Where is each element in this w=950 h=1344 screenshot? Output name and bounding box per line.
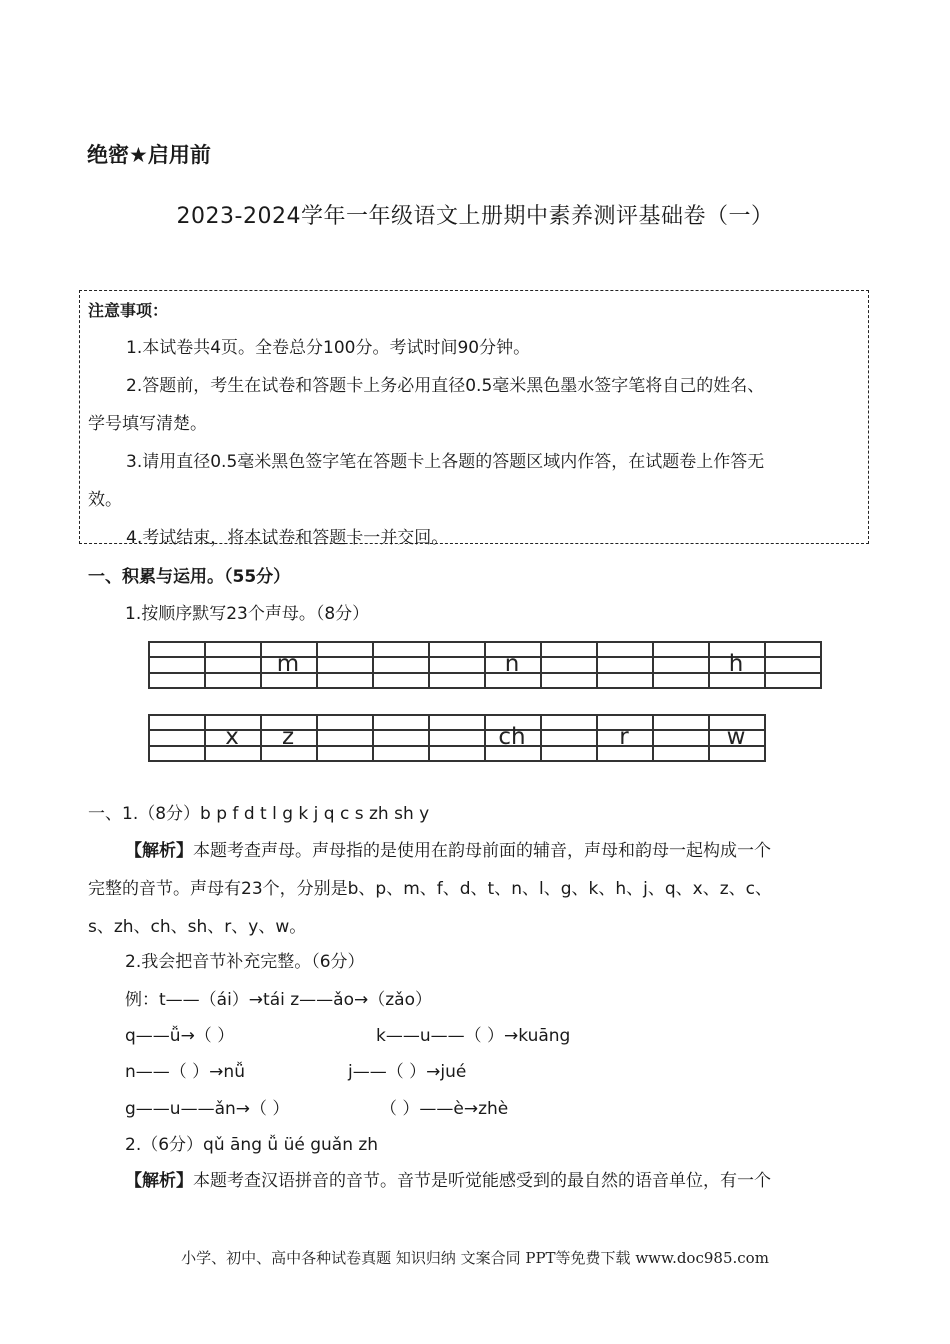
notice-line: 学号填写清楚。	[88, 414, 207, 434]
grid-cell: w	[726, 723, 746, 750]
grid-cell	[148, 714, 204, 759]
notice-line: 3.请用直径0.5毫米黑色签字笔在答题卡上各题的答题区域内作答，在试题卷上作答无	[126, 452, 765, 472]
grid-cell	[148, 641, 204, 686]
grid-cell: r	[619, 723, 629, 750]
grid-cell	[764, 641, 820, 686]
analysis-label: 【解析】	[125, 841, 193, 861]
question-1-analysis	[125, 836, 771, 861]
analysis-text: 本题考查汉语拼音的音节。音节是听觉能感受到的最自然的语音单位，有一个	[193, 1171, 771, 1191]
grid-cell	[316, 714, 372, 759]
footer-text: 小学、初中、高中各种试卷真题 知识归纳 文案合同 PPT等免费下载 www.doc985.com	[181, 1249, 769, 1267]
grid-cell	[596, 641, 652, 686]
grid-cell	[652, 714, 708, 759]
initials-grid-row-1	[148, 641, 822, 689]
page-title: 2023-2024学年一年级语文上册期中素养测评基础卷（一）	[176, 204, 774, 229]
question-1-prompt: 1.按顺序默写23个声母。（8分）	[125, 604, 370, 624]
initials-grid-row-2	[148, 714, 766, 762]
grid-cell	[540, 641, 596, 686]
secret-label: 绝密★启用前	[87, 143, 211, 167]
analysis-line: s、zh、ch、sh、r、y、w。	[88, 917, 307, 937]
q2-item: j——（ ）→jué	[348, 1062, 467, 1082]
notice-line: 4.考试结束，将本试卷和答题卡一并交回。	[126, 528, 449, 548]
grid-cell	[372, 641, 428, 686]
analysis-text: 本题考查声母。声母指的是使用在韵母前面的辅音，声母和韵母一起构成一个	[193, 841, 771, 861]
notice-line: 2.答题前，考生在试卷和答题卡上务必用直径0.5毫米黑色墨水签字笔将自己的姓名、	[126, 376, 765, 396]
q2-item: n——（ ）→nǚ	[125, 1062, 245, 1082]
grid-cell	[204, 641, 260, 686]
grid-cell: ch	[498, 723, 526, 750]
q2-item: g——u——ǎn→（ ）	[125, 1099, 290, 1119]
notice-title: 注意事项：	[88, 301, 169, 320]
grid-cell: n	[504, 650, 520, 677]
grid-cell: m	[276, 650, 300, 677]
q2-example: 例：t——（ái）→tái z——ǎo→（zǎo）	[125, 990, 432, 1010]
q2-item: k——u——（ ）→kuāng	[376, 1026, 571, 1046]
grid-cell: h	[728, 650, 744, 677]
grid-cell: z	[281, 723, 295, 750]
grid-cell	[316, 641, 372, 686]
grid-cell	[372, 714, 428, 759]
notice-line: 1.本试卷共4页。全卷总分100分。考试时间90分钟。	[126, 338, 531, 358]
question-1-answer: 一、1.（8分）b p f d t l g k j q c s zh sh y	[88, 804, 430, 824]
analysis-line: 完整的音节。声母有23个，分别是b、p、m、f、d、t、n、l、g、k、h、j、q、x、z、c、	[88, 879, 772, 899]
section-heading: 一、积累与运用。（55分）	[88, 567, 291, 587]
q2-item: （ ）——è→zhè	[380, 1099, 509, 1119]
notice-line: 效。	[88, 490, 122, 510]
q2-item: q——ǚ→（ ）	[125, 1026, 235, 1046]
question-2-analysis	[125, 1166, 771, 1191]
question-2-prompt: 2.我会把音节补充完整。（6分）	[125, 952, 365, 972]
notice-box	[79, 290, 869, 548]
grid-cell: x	[225, 723, 239, 750]
question-2-answer: 2.（6分）qǔ āng ǚ üé guǎn zh	[125, 1135, 379, 1155]
analysis-label: 【解析】	[125, 1171, 193, 1191]
grid-cell	[540, 714, 596, 759]
